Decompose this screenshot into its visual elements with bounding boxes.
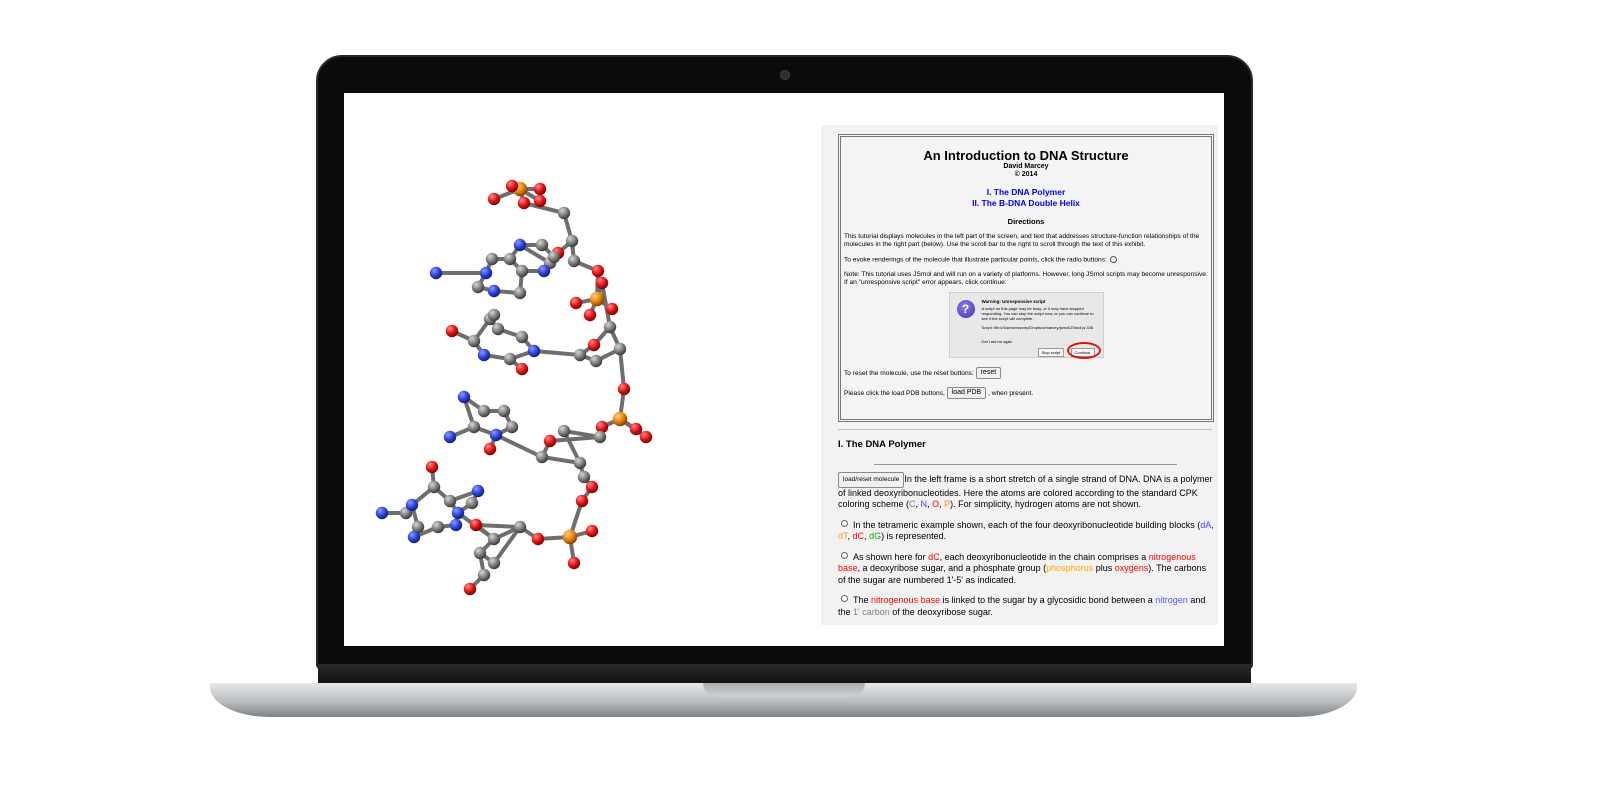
radio-instructions (843, 256, 1209, 264)
p2-text-b: ) is represented. (881, 531, 947, 541)
cpk-oxygen: O (932, 499, 940, 509)
p3-nitrogenous-base: nitrogenous base (838, 551, 1196, 573)
laptop-screen (344, 93, 1224, 646)
load-pdb-button[interactable]: load PDB (947, 387, 987, 399)
load-pdb-text-after: , when present. (988, 390, 1034, 397)
reset-line (843, 367, 1209, 379)
oxygen-atom (640, 431, 652, 443)
label-dT: dT (838, 531, 848, 541)
warning-stop-button: Stop script (1038, 348, 1065, 357)
carbon-atom (574, 457, 586, 469)
oxygen-atom (488, 193, 500, 205)
radio-glycosidic[interactable] (841, 595, 848, 602)
warning-body: A script on this page may be busy, or it may have stopped responding. You can stop the script now, or you can continue to see if the script will complete. (981, 306, 1094, 322)
load-pdb-text-before: Please click the load PDB buttons, (844, 390, 945, 397)
paragraph-intro: load/reset molecule In the left frame is a short stretch of a single strand of DNA. DNA is a polymer of linked deoxyribonucleotides. Here the atoms are colored according to the standard CPK coloring scheme (C, N, O, P). For simplicity, hydrogen atoms are not shown. (838, 472, 1214, 511)
reset-button[interactable]: reset (976, 367, 1002, 379)
section-divider (838, 429, 1212, 430)
label-dA: dA (1200, 519, 1212, 530)
p3-text-c: , a deoxyribose sugar, and a phosphate group ( (857, 563, 1047, 573)
carbon-atom (444, 495, 456, 507)
nitrogen-atom (478, 349, 490, 361)
p3-text-b: , each deoxyribonucleotide in the chain comprises a (939, 551, 1147, 562)
oxygen-atom (518, 197, 530, 209)
copyright: © 2014 (1014, 171, 1038, 178)
carbon-atom (536, 451, 548, 463)
carbon-atom (514, 287, 526, 299)
dna-molecule-model[interactable] (344, 93, 820, 646)
bond (534, 351, 580, 355)
oxygen-atom (470, 519, 482, 531)
unresponsive-script-dialog-image (949, 292, 1104, 358)
carbon-atom (488, 533, 500, 545)
carbon-atom (604, 321, 616, 333)
radio-instructions-text: To evoke renderings of the molecule that illustrate particular points, click the radio buttons: (844, 256, 1107, 264)
oxygen-atom (576, 495, 588, 507)
p3-phosphorus: phosphorus (1046, 563, 1094, 573)
carbon-atom (472, 281, 484, 293)
carbon-atom (516, 331, 528, 343)
oxygen-atom (544, 435, 556, 447)
oxygen-atom (630, 423, 642, 435)
oxygen-atom (534, 183, 546, 195)
nitrogen-atom (430, 267, 442, 279)
tutorial-title: An Introduction to DNA Structure (923, 148, 1129, 163)
oxygen-atom (516, 363, 528, 375)
example-radio-button[interactable] (1110, 256, 1117, 263)
oxygen-atom (532, 533, 544, 545)
label-dG: dG (869, 531, 882, 541)
carbon-atom (488, 557, 500, 569)
nitrogen-atom (408, 531, 420, 543)
bond (476, 525, 520, 527)
oxygen-atom (588, 339, 600, 351)
p4-one-prime-carbon: 1' carbon (853, 606, 890, 617)
paragraph-dc (838, 552, 1214, 587)
intro-box (838, 134, 1214, 422)
warning-dont-ask: Don't ask me again (981, 340, 1013, 345)
oxygen-atom (592, 265, 604, 277)
nitrogen-atom (490, 429, 502, 441)
p3-oxygens: oxygens (1114, 563, 1149, 573)
nitrogen-atom (538, 265, 550, 277)
phosphorus-atom (590, 292, 604, 306)
carbon-atom (478, 405, 490, 417)
author: David Marcey (1003, 163, 1049, 170)
laptop-hinge (318, 664, 1251, 684)
p4-text-a: The (853, 595, 869, 605)
carbon-atom (492, 323, 504, 335)
p2-text-a: In the tetrameric example shown, each of the four deoxyribonucleotide building blocks ( (853, 519, 1201, 530)
p4-text-d: of the deoxyribose sugar. (892, 606, 993, 617)
paragraph-glycosidic (838, 595, 1214, 618)
carbon-atom (468, 335, 480, 347)
carbon-atom (590, 355, 602, 367)
oxygen-atom (586, 525, 598, 537)
carbon-atom (488, 309, 500, 321)
load-reset-molecule-button[interactable]: load/reset molecule (838, 472, 904, 488)
phosphorus-atom (563, 530, 577, 544)
nitrogen-atom (450, 519, 462, 531)
p3-text-d: plus (1095, 563, 1113, 573)
nitrogen-atom (480, 267, 492, 279)
oxygen-atom (464, 583, 476, 595)
oxygen-atom (606, 303, 618, 315)
oxygen-atom (584, 309, 596, 321)
carbon-atom (504, 253, 516, 265)
oxygen-atom (568, 557, 580, 569)
carbon-atom (536, 239, 548, 251)
cpk-nitrogen: N (920, 499, 928, 509)
p4-nitrogenous-base: nitrogenous base (871, 595, 941, 605)
carbon-atom (548, 251, 560, 263)
carbon-atom (514, 521, 526, 533)
oxygen-atom (618, 383, 630, 395)
bond (496, 435, 542, 457)
carbon-atom (468, 421, 480, 433)
phosphorus-atom (613, 412, 627, 426)
nitrogen-atom (376, 507, 388, 519)
nitrogen-atom (514, 239, 526, 251)
carbon-atom (466, 497, 478, 509)
carbon-atom (486, 253, 498, 265)
cpk-carbon: C (909, 499, 916, 509)
carbon-atom (578, 471, 590, 483)
carbon-atom (558, 207, 570, 219)
toc-link-dna-polymer[interactable]: I. The DNA Polymer (986, 187, 1066, 197)
carbon-atom (558, 425, 570, 437)
note-text: Note: This tutorial uses JSmol and will run on a variety of platforms. However, long JSmol scripts may become unresponsive. If an "unresponsive script" error appears, click continue: (844, 271, 1208, 287)
warning-title: Warning: Unresponsive script (981, 299, 1046, 305)
p3-dc: dC (928, 551, 940, 562)
radio-dc[interactable] (841, 552, 848, 559)
directions-heading: Directions (1007, 217, 1045, 226)
oxygen-atom (534, 195, 546, 207)
carbon-atom (428, 481, 440, 493)
oxygen-atom (426, 461, 438, 473)
tutorial-text-pane[interactable] (821, 125, 1218, 625)
carbon-atom (432, 521, 444, 533)
nitrogen-atom (406, 499, 418, 511)
directions-text: This tutorial displays molecules in the left part of the screen, and text that addresses structure-function relationships of the molecules in the right part (below). Use the scroll bar to the right to scroll through the text of this exhibit. (844, 233, 1200, 248)
carbon-atom (478, 569, 490, 581)
carbon-atom (568, 255, 580, 267)
nitrogen-atom (472, 485, 484, 497)
oxygen-atom (446, 325, 458, 337)
carbon-atom (474, 547, 486, 559)
carbon-atom (498, 405, 510, 417)
oxygen-atom (506, 180, 518, 192)
red-highlight-circle (1067, 342, 1101, 359)
table-of-contents (843, 187, 1209, 209)
oxygen-atom (484, 443, 496, 455)
toc-link-bdna-helix[interactable]: II. The B-DNA Double Helix (972, 198, 1080, 208)
warning-continue-button: Continue (1071, 348, 1095, 357)
nitrogen-atom (452, 507, 464, 519)
laptop-notch (703, 683, 865, 697)
p4-text-b: is linked to the sugar by a glycosidic bond between a (942, 595, 1153, 605)
load-pdb-line (843, 387, 1209, 399)
p1-text-a: In the left frame is a short stretch of a single strand of DNA. DNA is a polymer of linked deoxyribonucleotides. Here the atoms are colored according to the standard CPK coloring scheme ( (838, 474, 1213, 509)
carbon-atom (614, 343, 626, 355)
carbon-atom (566, 235, 578, 247)
p3-text-a: As shown here for (853, 551, 926, 562)
oxygen-atom (570, 297, 582, 309)
section-rule (874, 464, 1177, 465)
webcam (780, 70, 790, 80)
oxygen-atom (596, 277, 608, 289)
cpk-phosphorus: P (944, 499, 951, 509)
carbon-atom (506, 421, 518, 433)
nitrogen-atom (528, 345, 540, 357)
paragraph-tetramer: In the tetrameric example shown, each of the four deoxyribonucleotide building blocks (dA, dT, dC, dG) is represented. (838, 519, 1214, 541)
nitrogen-atom (458, 391, 470, 403)
carbon-atom (516, 265, 528, 277)
oxygen-atom (586, 481, 598, 493)
radio-tetramer[interactable] (841, 520, 848, 527)
p1-text-b: ). For simplicity, hydrogen atoms are not shown. (950, 499, 1142, 509)
warning-script-path: Script: file:///Users/marcey/Dropbox/marcey/jsmol/JSmol.js:336 (981, 325, 1094, 331)
carbon-atom (504, 353, 516, 365)
molecule-viewer[interactable] (344, 93, 820, 646)
reset-text: To reset the molecule, use the reset buttons: (844, 370, 974, 377)
p3-text-e: ). The carbons of the sugar are numbered 1'-5' as indicated. (838, 563, 1207, 585)
p4-nitrogen: nitrogen (1155, 595, 1188, 605)
nitrogen-atom (488, 285, 500, 297)
nitrogen-atom (444, 431, 456, 443)
section-body (838, 472, 1214, 625)
label-dC: dC (852, 531, 865, 541)
question-icon: ? (957, 300, 975, 318)
section-title-dna-polymer: I. The DNA Polymer (838, 439, 926, 450)
carbon-atom (594, 431, 606, 443)
carbon-atom (574, 349, 586, 361)
p4-text-c: and the (838, 595, 1206, 617)
